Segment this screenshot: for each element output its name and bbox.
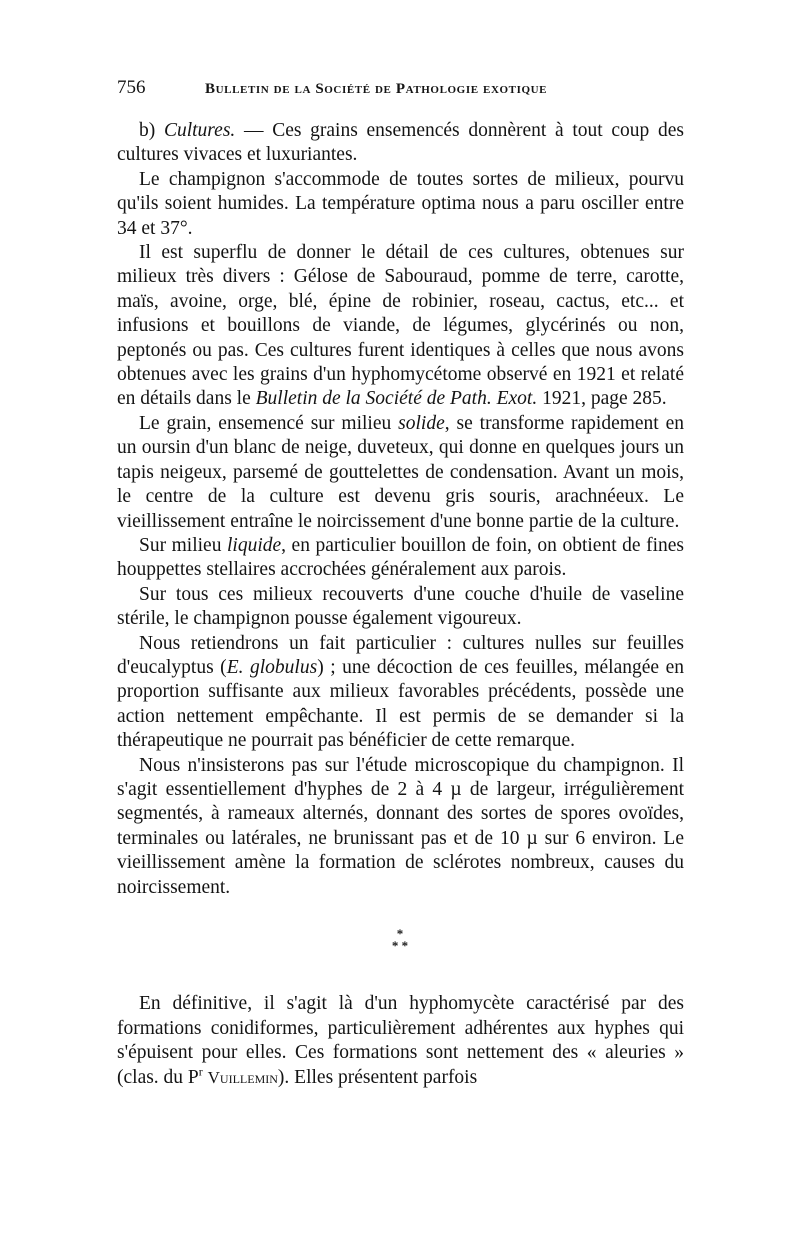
- paragraph-temperature: Le champignon s'accommode de toutes sortes de milieux, pourvu qu'ils soient humides. La température optima nous a paru osciller entre 34 et 37°.: [117, 168, 684, 239]
- paragraph-liquid-medium: Sur milieu liquide, en particulier bouillon de foin, on obtient de fines houppettes stellaires accrochées généralement aux parois.: [117, 534, 684, 581]
- page-number: 756: [117, 77, 146, 98]
- asterism-divider: * * *: [391, 926, 409, 953]
- running-title: Bulletin de la Société de Pathologie exotique: [205, 81, 548, 97]
- paragraph-cultures: b) Cultures. — Ces grains ensemencés donnèrent à tout coup des cultures vivaces et luxuriantes.: [117, 120, 684, 166]
- paragraph-solid-medium: Le grain, ensemencé sur milieu solide, se transforme rapidement en un oursin d'un blanc de neige, duveteux, qui donne en quelques jours un tapis neigeux, parsemé de gouttelettes de condensation. Avant un mois, le centre de la culture est devenu gris souris, arachnéeux. Le vieillissement entraîne le noircissement d'une bonne partie de la culture.: [117, 412, 685, 532]
- paragraph-media: Il est superflu de donner le détail de ces cultures, obtenues sur milieux très divers : Gélose de Sabouraud, pomme de terre, carotte, maïs, avoine, orge, blé, épine de robinier, roseau, cactus, etc... et infusions et bouillons de viande, de légumes, glycérinés ou non, peptonés ou pas. Ces cultures furent identiques à celles que nous avons obtenues avec les grains d'un hyphomycétome observé en 1921 et relaté en détails dans le Bulletin de la Société de Path. Exot. 1921, page 285.: [117, 242, 684, 410]
- paragraph-eucalyptus: Nous retiendrons un fait particulier : cultures nulles sur feuilles d'eucalyptus (E. globulus) ; une décoction de ces feuilles, mélangée en proportion suffisante aux milieux favorables précédents, possède une action nettement empêchante. Il est permis de se demander si la thérapeutique ne pourrait pas bénéficier de cette remarque.: [117, 632, 684, 752]
- author-name: Vuillemin: [207, 1067, 278, 1087]
- running-header: [117, 76, 685, 102]
- body-text: [117, 119, 684, 900]
- section-heading-cultures: Cultures.: [163, 120, 236, 141]
- journal-reference: Bulletin de la Société de Path. Exot.: [255, 388, 538, 410]
- paragraph-vaseline: Sur tous ces milieux recouverts d'une couche d'huile de vaseline stérile, le champignon pousse également vigoureux.: [117, 583, 684, 630]
- species-name: E. globulus: [226, 656, 318, 678]
- paragraph-microscopy: Nous n'insisterons pas sur l'étude microscopique du champignon. Il s'agit essentiellement d'hyphes de 2 à 4 µ de largeur, irrégulièrement segmentés, à rameaux alternés, donnant des sortes de spores ovoïdes, terminales ou latérales, ne brunissant pas et de 10 µ sur 6 environ. Le vieillissement amène la formation de sclérotes nombreux, causes du noircissement.: [117, 754, 684, 898]
- conclusion-text: [117, 992, 684, 1090]
- paragraph-conclusion: En définitive, il s'agit là d'un hyphomycète caractérisé par des formations conidiformes, particulièrement adhérentes aux hyphes qui s'épuisent pour elles. Ces formations sont nettement des « aleuries » (clas. du $P^r$ Vuillemin). Elles présentent parfois: [117, 993, 684, 1088]
